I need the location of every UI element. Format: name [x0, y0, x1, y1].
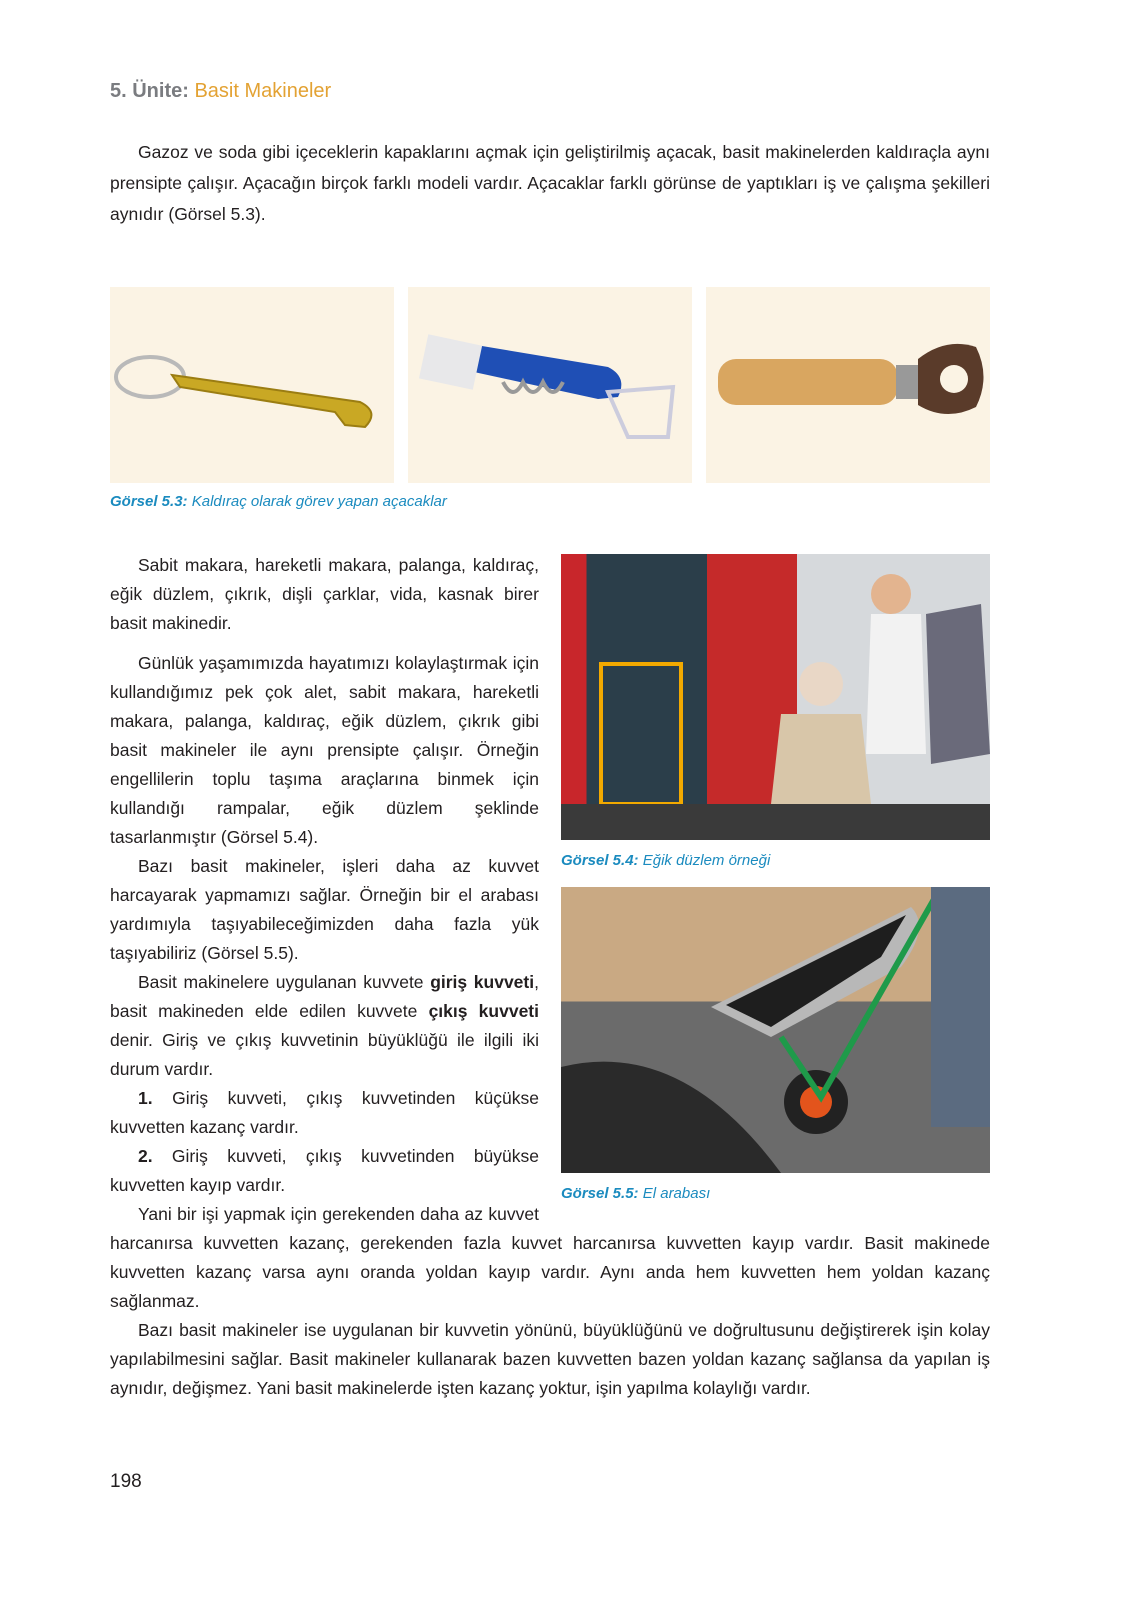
figure-5-3-caption	[110, 493, 447, 510]
text: denir. Giriş ve çıkış kuvvetinin büyüklüğü ile ilgili iki durum vardır.	[110, 1030, 539, 1079]
unit-header	[110, 80, 331, 103]
gold-bottle-opener-image	[110, 287, 394, 483]
page-number: 198	[110, 1471, 142, 1492]
bus-ramp-wheelchair-photo	[561, 554, 990, 840]
paragraph: Günlük yaşamımızda hayatımızı kolaylaştırmak için kullandığımız pek çok alet, sabit makara, hareketli makara, palanga, kaldıraç, eğik düzlem, çıkrık gibi basit makineler ile aynı prensipte çalışır. Örneğin engellilerin toplu taşıma araçlarına binmek için kullandığı rampalar, eğik düzlem şeklinde tasarlanmıştır (Görsel 5.4).	[110, 653, 539, 847]
wooden-handle-opener-image	[706, 287, 990, 483]
figure-5-4-caption	[561, 846, 990, 875]
text: , basit makineden elde edilen kuvvete	[110, 972, 539, 1021]
figure-5-5-caption	[561, 1179, 990, 1208]
caption-text: Kaldıraç olarak görev yapan açacaklar	[191, 493, 447, 510]
intro-paragraph: Gazoz ve soda gibi içeceklerin kapaklarını açmak için geliştirilmiş açacak, basit makinelerden kaldıraçla aynı prensipte çalışır. Açacağın birçok farklı modeli vardır. Açacaklar farklı görünse de yaptıkları iş ve çalışma şekilleri aynıdır (Görsel 5.3).	[110, 142, 990, 224]
list-number: 2.	[138, 1146, 153, 1166]
text: Basit makinelere uygulanan kuvvete	[138, 972, 431, 992]
list-number: 1.	[138, 1088, 153, 1108]
text: Giriş kuvveti, çıkış kuvvetinden büyükse kuvvetten kayıp vardır.	[110, 1146, 539, 1195]
paragraph: Yani bir işi yapmak için gerekenden daha az kuvvet harcanırsa kuvvetten kazanç, gerekenden fazla kuvvet harcanırsa kuvvetten kayıp vardır. Basit makinede kuvvetten kazanç varsa aynı oranda yoldan kayıp vardır. Aynı anda hem kuvvetten hem yoldan kazanç sağlanmaz.	[110, 1204, 990, 1311]
wheelbarrow-photo	[561, 887, 990, 1173]
figure-5-3-images	[110, 287, 990, 483]
right-figures	[561, 554, 990, 1204]
paragraph: Sabit makara, hareketli makara, palanga, kaldıraç, eğik düzlem, çıkrık, dişli çarklar, vida, kasnak birer basit makinedir.	[110, 555, 539, 633]
text: Giriş kuvveti, çıkış kuvvetinden küçükse kuvvetten kazanç vardır.	[110, 1088, 539, 1137]
term-output-force: çıkış kuvveti	[428, 1001, 539, 1021]
paragraph: Bazı basit makineler ise uygulanan bir kuvvetin yönünü, büyüklüğünü ve doğrultusunu değiştirerek işin kolay yapılabilmesini sağlar. Basit makineler kullanarak bazen kuvvetten bazen yoldan kazanç sağlansa da yapılan iş aynıdır, değişmez. Yani basit makinelerde işten kazanç yoktur, işin yapılma kolaylığı vardır.	[110, 1320, 990, 1398]
caption-label: Görsel 5.3:	[110, 493, 188, 510]
caption-text: Eğik düzlem örneği	[642, 852, 771, 869]
unit-number: 5. Ünite:	[110, 80, 189, 102]
unit-title: Basit Makineler	[194, 80, 332, 102]
body-text	[110, 551, 990, 1403]
caption-label: Görsel 5.5:	[561, 1185, 639, 1202]
paragraph: Bazı basit makineler, işleri daha az kuvvet harcayarak yapmamızı sağlar. Örneğin bir el arabası yardımıyla taşıyabileceğimizden daha fazla yük taşıyabiliriz (Görsel 5.5).	[110, 856, 539, 963]
caption-text: El arabası	[642, 1185, 711, 1202]
corkscrew-opener-image	[408, 287, 692, 483]
term-input-force: giriş kuvveti	[430, 972, 535, 992]
caption-label: Görsel 5.4:	[561, 852, 639, 869]
